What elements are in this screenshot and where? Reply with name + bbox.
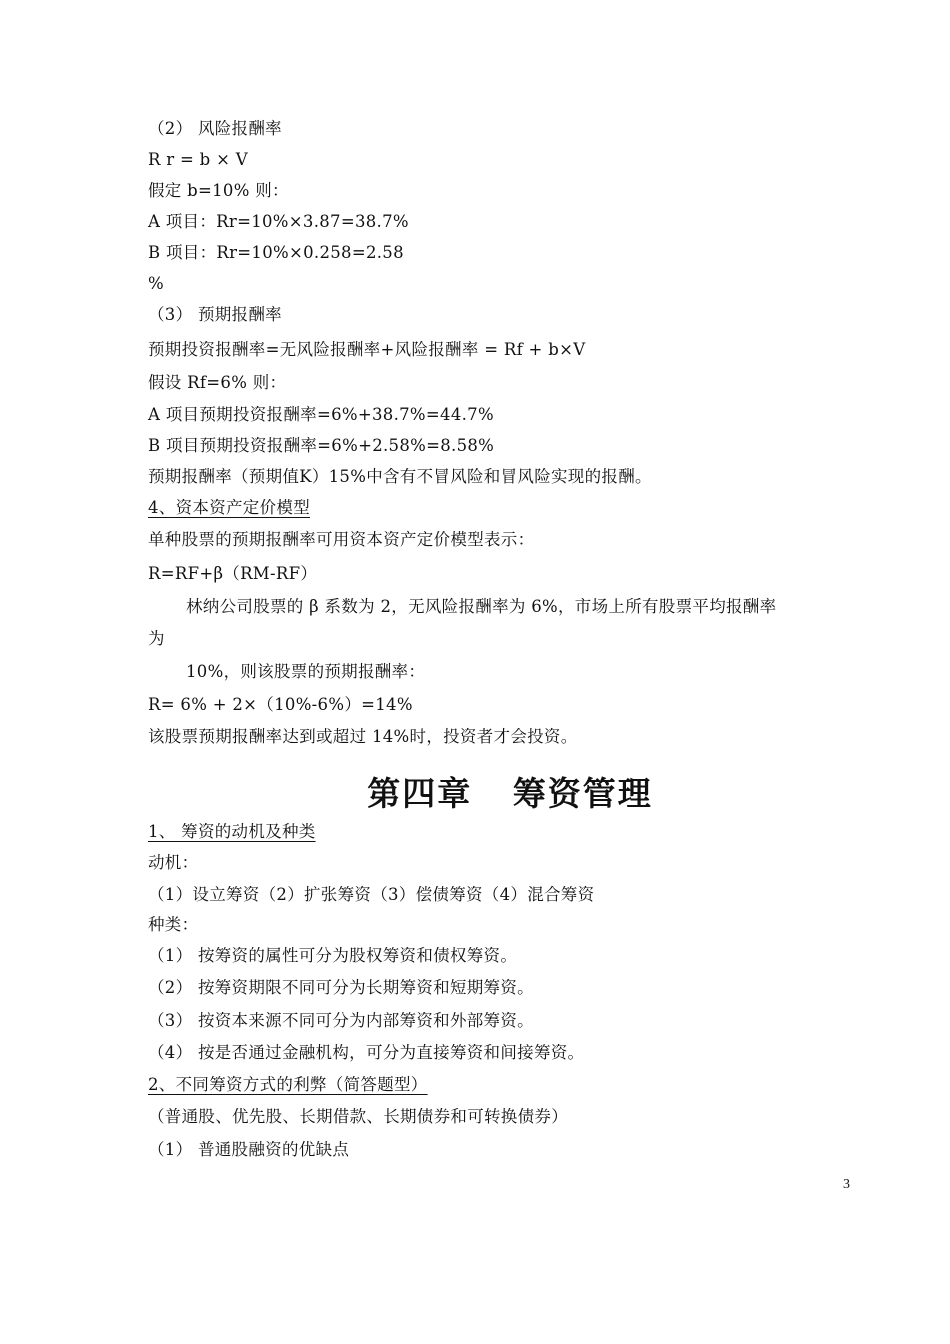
text-line: %: [148, 274, 164, 293]
paragraph-line: 林纳公司股票的 β 系数为 2，无风险报酬率为 6%，市场上所有股票平均报酬率: [186, 597, 777, 616]
formula-line: A 项目预期投资报酬率=6%+38.7%=44.7%: [148, 405, 494, 424]
paragraph-line: 为: [148, 629, 165, 648]
section-heading: 1、 筹资的动机及种类: [148, 822, 316, 841]
section-heading: 2、不同筹资方式的利弊（简答题型）: [148, 1075, 428, 1094]
text-line: （1）设立筹资（2）扩张筹资（3）偿债筹资（4）混合筹资: [148, 885, 595, 904]
list-item: （2） 按筹资期限不同可分为长期筹资和短期筹资。: [148, 978, 534, 997]
text-line: 单种股票的预期报酬率可用资本资产定价模型表示：: [148, 530, 535, 549]
text-line: （普通股、优先股、长期借款、长期债券和可转换债券）: [148, 1107, 568, 1126]
text-line: 种类：: [148, 915, 199, 934]
text-line: （2） 风险报酬率: [148, 119, 282, 138]
chapter-title: 第四章 筹资管理: [367, 774, 653, 813]
formula-line: B 项目：Rr=10%×0.258=2.58: [148, 243, 404, 262]
text-line: （1） 普通股融资的优缺点: [148, 1140, 350, 1159]
formula-line: B 项目预期投资报酬率=6%+2.58%=8.58%: [148, 436, 495, 455]
formula-line: 预期投资报酬率=无风险报酬率+风险报酬率 = Rf + b×V: [148, 340, 586, 359]
text-line: （3） 预期报酬率: [148, 305, 282, 324]
text-line: 预期报酬率（预期值K）15%中含有不冒风险和冒风险实现的报酬。: [148, 467, 652, 486]
text-line: 假设 Rf=6% 则：: [148, 373, 287, 392]
formula-line: A 项目：Rr=10%×3.87=38.7%: [148, 212, 409, 231]
list-item: （4） 按是否通过金融机构，可分为直接筹资和间接筹资。: [148, 1043, 585, 1062]
formula-line: R= 6% + 2×（10%-6%）=14%: [148, 695, 413, 714]
list-item: （1） 按筹资的属性可分为股权筹资和债权筹资。: [148, 946, 518, 965]
list-item: （3） 按资本来源不同可分为内部筹资和外部筹资。: [148, 1011, 534, 1030]
text-line: 动机：: [148, 853, 199, 872]
formula-line: R=RF+β（RM-RF）: [148, 564, 318, 583]
page-number: 3: [843, 1177, 850, 1192]
text-line: 该股票预期报酬率达到或超过 14%时，投资者才会投资。: [148, 727, 578, 746]
text-line: 假定 b=10% 则：: [148, 181, 289, 200]
section-heading: 4、资本资产定价模型: [148, 498, 310, 517]
paragraph-line: 10%，则该股票的预期报酬率：: [186, 662, 426, 681]
formula-line: R r = b × V: [148, 150, 248, 169]
